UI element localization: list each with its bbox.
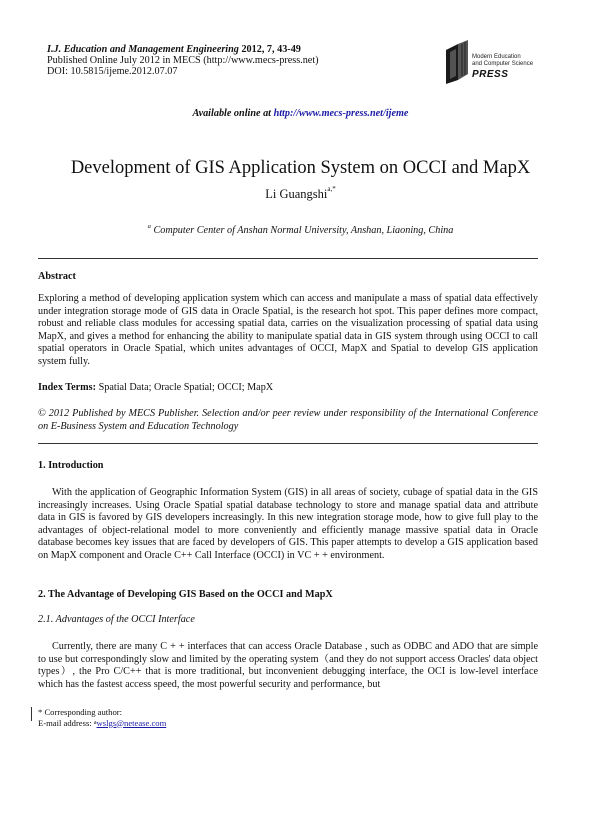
index-terms	[38, 382, 538, 395]
footnote-corresponding: * Corresponding author:	[38, 707, 123, 717]
doi-line: DOI: 10.5815/ijeme.2012.07.07	[47, 66, 178, 78]
paper-title: Development of GIS Application System on OCCI and MapX	[70, 158, 531, 178]
footnote-email-link[interactable]: wslgs@netease.com	[96, 717, 167, 728]
section-2-1-heading: 2.1. Advantages of the OCCI Interface	[38, 614, 195, 625]
availability-line	[0, 108, 601, 119]
divider-bottom	[38, 443, 538, 444]
abstract-heading: Abstract	[38, 271, 76, 282]
journal-header	[47, 44, 319, 78]
author-name: Li Guangshi	[265, 187, 328, 201]
footnote-bar	[31, 707, 32, 721]
logo-line-1: Modern Education	[472, 54, 521, 60]
copyright-notice: © 2012 Published by MECS Publisher. Selection and/or peer review under responsibility of the International Conference on E-Business System and Education Technology	[38, 408, 538, 432]
footnote	[38, 707, 166, 728]
footnote-email-label: E-mail address:	[38, 717, 92, 728]
abstract-text: Exploring a method of developing application system which can access and manipulate a mass of spatial data effectively under integration storage mode of GIS data in Oracle Spatial, is the research hot spot. This paper defines more compact, robust and reliable class modules for accessing spatial data, carries on the visualization processing of spatial data using MapX, and gives a method for enhancing the ability to manipulate spatial data in GIS system through using OCCI to call spatial operators in Oracle Spatial, which unites advantages of OCCI, MapX and Spatial to develop GIS application system fully.	[38, 293, 538, 367]
footnote-email-sup: a	[93, 719, 97, 726]
journal-volume: 2012, 7, 43-49	[241, 44, 301, 55]
author-line	[0, 187, 601, 202]
journal-url-link[interactable]: http://www.mecs-press.net/ijeme	[273, 108, 409, 119]
affiliation-text: Computer Center of Anshan Normal University, Anshan, Liaoning, China	[153, 225, 454, 236]
book-stack-icon	[444, 40, 474, 84]
published-line: Published Online July 2012 in MECS (http://www.mecs-press.net)	[47, 55, 319, 67]
mecs-press-logo	[444, 36, 554, 88]
journal-name: I.J. Education and Management Engineering	[47, 44, 239, 55]
index-terms-label: Index Terms:	[38, 382, 97, 393]
section-2-1-text: Currently, there are many C + + interfaces that can access Oracle Database , such as ODBC and ADO that are simple to use but correspondingly slow and limited by the operating system（and they do not support access Oracles' data object types）, the Pro C/C++ that is more traditional, but inconvenient debugging interface, the OCI is low-level interface which has the fastest access speed, the most powerful security and performance, but	[38, 641, 538, 690]
section-1-heading: 1. Introduction	[38, 460, 104, 471]
index-terms-text: Spatial Data; Oracle Spatial; OCCI; MapX	[98, 382, 274, 393]
availability-prefix: Available online at	[192, 108, 272, 119]
section-2-heading: 2. The Advantage of Developing GIS Based on the OCCI and MapX	[38, 589, 333, 600]
affiliation-sup: a	[147, 223, 151, 230]
author-sup: a,*	[327, 185, 336, 193]
logo-press: PRESS	[472, 69, 509, 80]
footnote-email-line	[38, 718, 166, 729]
section-1-text: With the application of Geographic Information System (GIS) in all areas of society, cubage of spatial data in the GIS increasingly increases. Using Oracle Spatial spatial database technology to store and manage spatial data and attribute data in GIS is favored by GIS developers increasingly. In this new integration storage mode, how to give full play to the advantages of object-relational model to more conveniently and efficiently manage massive spatial data in Oracle database becomes key issues that are faced by developers of GIS. This paper attempts to develop a GIS application based on MapX component and Oracle C++ Call Interface (OCCI) in VC + + environment.	[38, 487, 538, 561]
affiliation	[0, 225, 601, 236]
divider-top	[38, 258, 538, 259]
logo-line-2: and Computer Science	[472, 61, 534, 67]
